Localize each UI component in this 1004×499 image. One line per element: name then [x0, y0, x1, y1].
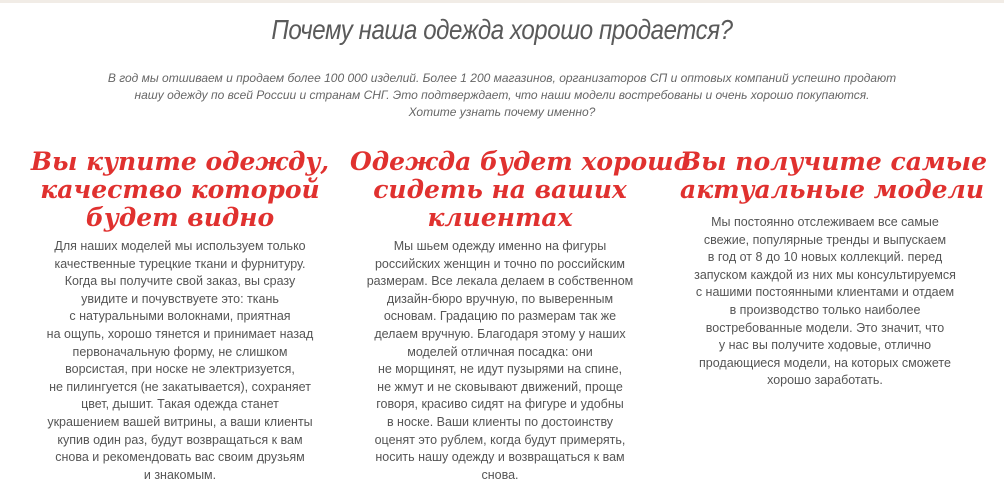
text-line: ворсистая, при носке не электризуется, [65, 362, 295, 377]
feature-quality [30, 148, 330, 484]
title-line: актуальные модели [680, 175, 984, 204]
text-line: качественные турецкие ткани и фурнитуру. [54, 256, 306, 271]
text-line: делаем вручную. Благодаря этому у наших [374, 326, 626, 341]
text-line: размерам. Все лекала делаем в собственном [366, 274, 634, 289]
text-line: не морщинят, не идут пузырями на спине, [377, 362, 623, 377]
feature-trends [680, 147, 988, 390]
text-line: российских женщин и точно по российским [374, 256, 626, 271]
section-heading: Почему наша одежда хорошо продается? [271, 14, 733, 45]
title-line: Вы купите одежду, [30, 147, 330, 176]
text-line: первоначальную форму, не слишком [72, 344, 288, 359]
top-divider [0, 0, 1004, 3]
title-line: Одежда будет хорошо [350, 147, 691, 176]
text-line: оценят это рублем, когда будут примерять, [374, 432, 626, 447]
text-line: и знакомым. [143, 467, 217, 482]
feature-title [680, 147, 988, 204]
text-line: дизайн-бюро вручную, по выверенным [386, 291, 614, 306]
text-line: моделей отличная посадка: они [407, 344, 593, 359]
intro-line: Хотите узнать почему именно? [408, 105, 596, 119]
text-line: увидите и почувствуете это: ткань [81, 291, 279, 306]
title-line: сидеть на ваших [373, 175, 627, 204]
feature-title [30, 148, 330, 232]
text-line: продающиеся модели, на которых сможете [699, 355, 951, 370]
title-line: клиентах [427, 203, 573, 232]
intro-line: В год мы отшиваем и продаем более 100 000 изделий. Более 1 200 магазинов, организаторов СП и оптовых компаний успешно продают [107, 71, 897, 85]
feature-title [350, 147, 691, 232]
text-line: в год от 8 до 10 новых коллекций. перед [707, 250, 943, 265]
text-line: с нашими постоянными клиентами и отдаем [695, 285, 955, 300]
text-line: снова и рекомендовать вас своим друзьям [55, 450, 305, 465]
text-line: купив один раз, будут возвращаться к вам [57, 432, 303, 447]
text-line: в носке. Ваши клиенты по достоинству [386, 414, 614, 429]
feature-fit [350, 147, 691, 484]
title-line: Вы получите самые [680, 147, 988, 176]
text-line: хорошо заработать. [767, 373, 883, 388]
text-line: Мы постоянно отслеживаем все самые [711, 215, 939, 229]
text-line: востребованные модели. Это значит, что [705, 320, 945, 335]
text-line: Мы шьем одежду именно на фигуры [393, 239, 607, 253]
text-line: запуском каждой из них мы консультируемся [694, 267, 956, 282]
intro-text [100, 70, 904, 121]
feature-text [680, 214, 970, 390]
text-line: не пилингуется (не закатывается), сохраняет [49, 379, 311, 394]
text-line: украшением вашей витрины, а ваши клиенты [47, 414, 313, 429]
feature-text [350, 238, 650, 484]
intro-line: нашу одежду по всей России и странам СНГ. Это подтверждает, что наши модели востребованы и очень хорошо покупаются. [134, 88, 870, 102]
text-line: не жмут и не сковывают движений, проще [377, 379, 623, 394]
text-line: основам. Градацию по размерам так же [383, 309, 617, 324]
text-line: в производство только наиболее [729, 302, 921, 317]
text-line: снова. [481, 467, 519, 482]
feature-text [30, 238, 330, 484]
text-line: носить нашу одежду и возвращаться к вам [375, 450, 625, 465]
text-line: у нас вы получите ходовые, отлично [718, 338, 932, 353]
text-line: Для наших моделей мы используем только [54, 239, 306, 253]
title-line: качество которой [40, 175, 320, 204]
title-line: будет видно [85, 203, 275, 232]
text-line: на ощупь, хорошо тянется и принимает назад [46, 326, 314, 341]
text-line: Когда вы получите свой заказ, вы сразу [64, 274, 296, 289]
text-line: с натуральными волокнами, приятная [69, 309, 291, 324]
text-line: цвет, дышит. Такая одежда станет [81, 397, 279, 412]
text-line: свежие, популярные тренды и выпускаем [703, 232, 947, 247]
text-line: говоря, красиво сидят на фигуре и удобны [376, 397, 624, 412]
